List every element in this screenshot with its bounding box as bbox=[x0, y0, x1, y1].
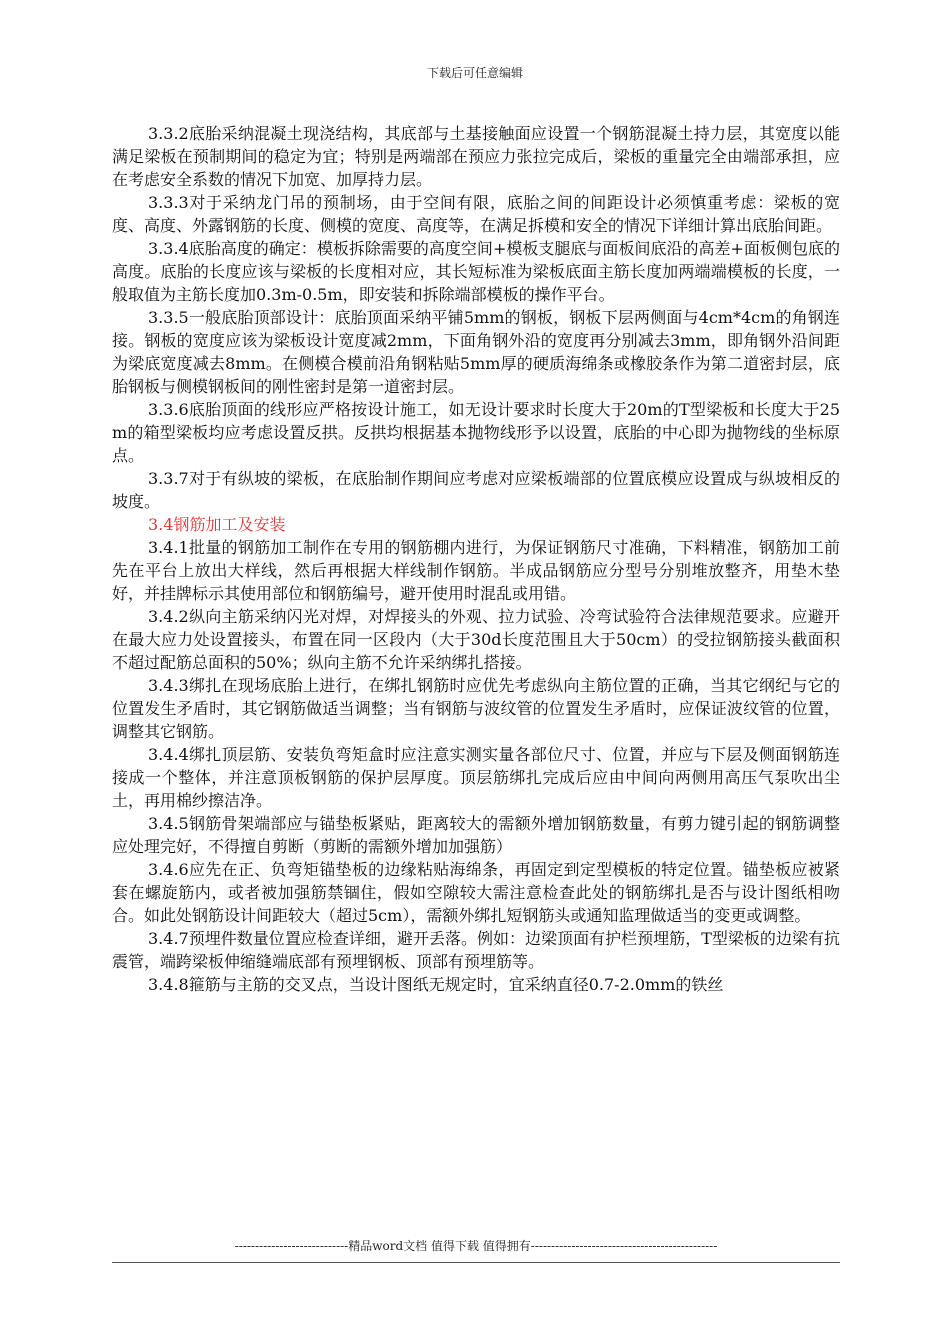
paragraph-3-4-8: 3.4.8箍筋与主筋的交叉点，当设计图纸无规定时，宜采纳直径0.7-2.0mm的铁丝 bbox=[148, 975, 724, 994]
document-body bbox=[112, 122, 840, 996]
footer-rule bbox=[112, 1262, 840, 1263]
paragraph-3-3-6: 3.3.6底胎顶面的线形应严格按设计施工，如无设计要求时长度大于20m的T型梁板和长度大于25m的箱型梁板均应考虑设置反拱。反拱均根据基本抛物线形予以设置，底胎的中心即为抛物线的坐标原点。 bbox=[112, 400, 840, 465]
paragraph-3-4-3: 3.4.3绑扎在现场底胎上进行，在绑扎钢筋时应优先考虑纵向主筋位置的正确，当其它纲纪与它的位置发生矛盾时，其它钢筋做适当调整；当有钢筋与波纹管的位置发生矛盾时，应保证波纹管的位置，调整其它钢筋。 bbox=[112, 676, 840, 741]
paragraph-3-4-2: 3.4.2纵向主筋采纳闪光对焊，对焊接头的外观、拉力试验、冷弯试验符合法律规范要求。应避开在最大应力处设置接头，布置在同一区段内（大于30d长度范围且大于50cm）的受拉钢筋接头截面积不超过配筋总面积的50%；纵向主筋不允许采纳绑扎搭接。 bbox=[112, 607, 840, 672]
paragraph-3-3-3: 3.3.3对于采纳龙门吊的预制场，由于空间有限，底胎之间的间距设计必须慎重考虑：梁板的宽度、高度、外露钢筋的长度、侧模的宽度、高度等，在满足拆模和安全的情况下详细计算出底胎间距。 bbox=[112, 193, 840, 235]
page-footer: ----------------------------精品word文档 值得下载 值得拥有---------------------------------------------- bbox=[234, 1239, 718, 1253]
paragraph-3-4-4: 3.4.4绑扎顶层筋、安装负弯矩盒时应注意实测实量各部位尺寸、位置，并应与下层及侧面钢筋连接成一个整体，并注意顶板钢筋的保护层厚度。顶层筋绑扎完成后应由中间向两侧用高压气泵吹出尘土，再用棉纱擦洁净。 bbox=[112, 745, 840, 810]
paragraph-3-3-2: 3.3.2底胎采纳混凝土现浇结构，其底部与土基接触面应设置一个钢筋混凝土持力层，其宽度以能满足梁板在预制期间的稳定为宜；特别是两端部在预应力张拉完成后，梁板的重量完全由端部承担，应在考虑安全系数的情况下加宽、加厚持力层。 bbox=[112, 124, 840, 189]
page-header: 下载后可任意编辑 bbox=[426, 66, 523, 80]
section-heading-3-4: 3.4钢筋加工及安装 bbox=[148, 515, 286, 534]
paragraph-3-4-5: 3.4.5钢筋骨架端部应与锚垫板紧贴，距离较大的需额外增加钢筋数量，有剪力键引起的钢筋调整应处理完好，不得擅自剪断（剪断的需额外增加加强筋） bbox=[112, 814, 840, 856]
paragraph-3-4-7: 3.4.7预埋件数量位置应检查详细，避开丢落。例如：边梁顶面有护栏预埋筋，T型梁板的边梁有抗震管，端跨梁板伸缩缝端底部有预埋钢板、顶部有预埋筋等。 bbox=[112, 929, 840, 971]
paragraph-3-3-4: 3.3.4底胎高度的确定：模板拆除需要的高度空间+模板支腿底与面板间底沿的高差+面板侧包底的高度。底胎的长度应该与梁板的长度相对应，其长短标准为梁板底面主筋长度加两端端模板的长度，一般取值为主筋长度加0.3m-0.5m，即安装和拆除端部模板的操作平台。 bbox=[112, 239, 840, 304]
paragraph-3-4-1: 3.4.1批量的钢筋加工制作在专用的钢筋棚内进行，为保证钢筋尺寸准确，下料精准，钢筋加工前先在平台上放出大样线，然后再根据大样线制作钢筋。半成品钢筋应分型号分别堆放整齐，用垫木垫好，并挂牌标示其使用部位和钢筋编号，避开使用时混乱或用错。 bbox=[112, 538, 840, 603]
paragraph-3-3-5: 3.3.5一般底胎顶部设计：底胎顶面采纳平铺5mm的钢板，钢板下层两侧面与4cm*4cm的角钢连接。钢板的宽度应该为梁板设计宽度减2mm，下面角钢外沿的宽度再分别减去3mm，即角钢外沿间距为梁底宽度减去8mm。在侧模合模前沿角钢粘贴5mm厚的硬质海绵条或橡胶条作为第二道密封层，底胎钢板与侧模钢板间的刚性密封是第一道密封层。 bbox=[112, 308, 840, 396]
paragraph-3-3-7: 3.3.7对于有纵坡的梁板，在底胎制作期间应考虑对应梁板端部的位置底模应设置成与纵坡相反的坡度。 bbox=[112, 469, 840, 511]
paragraph-3-4-6: 3.4.6应先在正、负弯矩锚垫板的边缘粘贴海绵条，再固定到定型模板的特定位置。锚垫板应被紧套在螺旋筋内，或者被加强筋禁锢住，假如空隙较大需注意检查此处的钢筋绑扎是否与设计图纸相吻合。如此处钢筋设计间距较大（超过5cm），需额外绑扎短钢筋头或通知监理做适当的变更或调整。 bbox=[112, 860, 840, 925]
